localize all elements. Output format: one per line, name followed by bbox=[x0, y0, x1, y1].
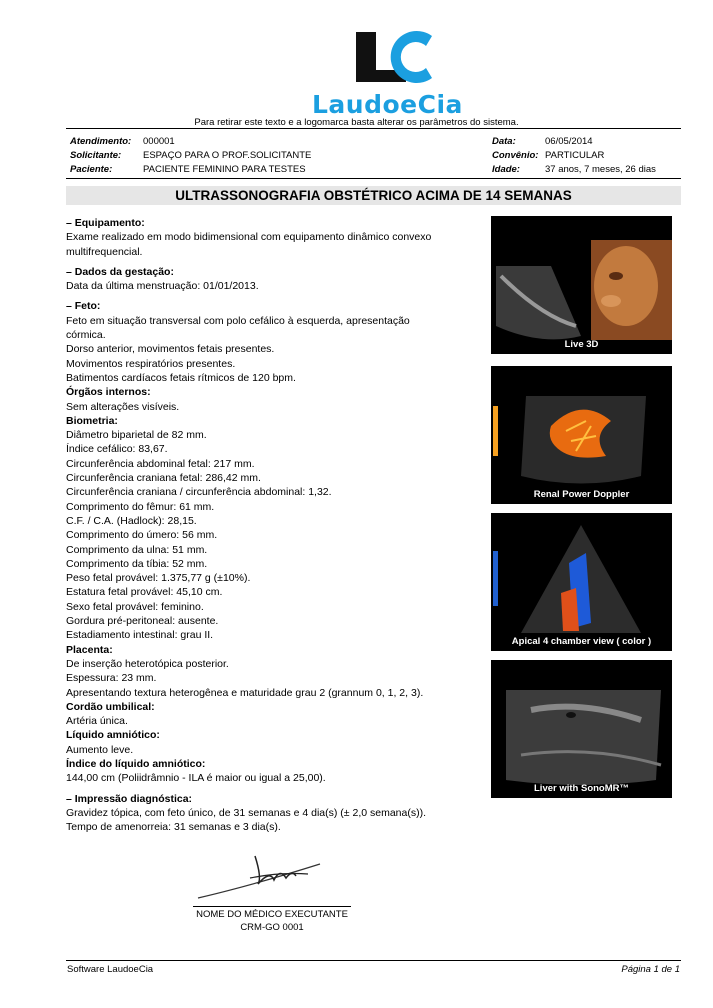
text-line: 144,00 cm (Poliidrâmnio - ILA é maior ou igual a 25,00). bbox=[66, 772, 326, 785]
text-line: Sem alterações visíveis. bbox=[66, 400, 180, 413]
live-3d-scan bbox=[491, 216, 672, 354]
text-line: Artéria única. bbox=[66, 715, 128, 728]
logo-note: Para retirar este texto e a logomarca basta alterar os parâmetros do sistema. bbox=[194, 117, 519, 128]
section-gestacao: – Dados da gestação: bbox=[66, 265, 174, 278]
text-line: Batimentos cardíacos fetais rítmicos de 120 bpm. bbox=[66, 371, 296, 384]
image-caption: Apical 4 chamber view ( color ) bbox=[511, 636, 652, 647]
physician-name: NOME DO MÉDICO EXECUTANTE bbox=[196, 909, 348, 920]
text-line: multifrequencial. bbox=[66, 245, 143, 258]
paciente-label: Paciente: bbox=[70, 164, 113, 175]
liver-sonomr-scan bbox=[491, 660, 672, 798]
section-ila: Índice do líquido amniótico: bbox=[66, 757, 206, 770]
biometria-item: C.F. / C.A. (Hadlock): 28,15. bbox=[66, 514, 197, 527]
solicitante-label: Solicitante: bbox=[70, 150, 122, 161]
report-body bbox=[66, 212, 476, 834]
section-liquido: Líquido amniótico: bbox=[66, 729, 160, 742]
data-value: 06/05/2014 bbox=[545, 136, 593, 147]
renal-doppler-scan bbox=[491, 366, 672, 504]
biometria-item: Estatura fetal provável: 45,10 cm. bbox=[66, 586, 223, 599]
section-biometria: Biometria: bbox=[66, 414, 118, 427]
text-line: Dorso anterior, movimentos fetais presentes. bbox=[66, 343, 275, 356]
ultrasound-image-apical-4-chamber bbox=[491, 513, 672, 651]
biometria-item: Índice cefálico: 83,67. bbox=[66, 443, 168, 456]
image-caption: Renal Power Doppler bbox=[533, 489, 630, 500]
section-cordao: Cordão umbilical: bbox=[66, 700, 155, 713]
solicitante-value: ESPAÇO PARA O PROF.SOLICITANTE bbox=[143, 150, 312, 161]
biometria-item: Comprimento do fêmur: 61 mm. bbox=[66, 500, 215, 513]
biometria-item: Estadiamento intestinal: grau II. bbox=[66, 629, 214, 642]
text-line: córmica. bbox=[66, 329, 106, 342]
section-impressao: – Impressão diagnóstica: bbox=[66, 792, 193, 805]
idade-label: Idade: bbox=[492, 164, 520, 175]
signature-line bbox=[193, 906, 351, 907]
text-line: Gravidez tópica, com feto único, de 31 semanas e 4 dia(s) (± 2,0 semana(s)). bbox=[66, 806, 427, 819]
biometria-item: Diâmetro biparietal de 82 mm. bbox=[66, 429, 207, 442]
header-bottom-rule bbox=[66, 178, 681, 179]
text-line: Apresentando textura heterogênea e maturidade grau 2 (grannum 0, 1, 2, 3). bbox=[66, 686, 424, 699]
convenio-value: PARTICULAR bbox=[545, 150, 605, 161]
paciente-value: PACIENTE FEMININO PARA TESTES bbox=[143, 164, 306, 175]
logo-name: LaudoeCia bbox=[312, 90, 463, 119]
physician-signature bbox=[190, 848, 360, 906]
atendimento-label: Atendimento: bbox=[70, 136, 132, 147]
biometria-item: Comprimento do úmero: 56 mm. bbox=[66, 529, 218, 542]
report-title: ULTRASSONOGRAFIA OBSTÉTRICO ACIMA DE 14 SEMANAS bbox=[66, 186, 681, 205]
biometria-item: Sexo fetal provável: feminino. bbox=[66, 600, 204, 613]
biometria-item: Comprimento da tíbia: 52 mm. bbox=[66, 557, 208, 570]
image-caption: Liver with SonoMR™ bbox=[534, 783, 629, 794]
ultrasound-image-live-3d bbox=[491, 216, 672, 354]
ultrasound-image-renal-doppler bbox=[491, 366, 672, 504]
text-line: Exame realizado em modo bidimensional com equipamento dinâmico convexo bbox=[66, 231, 432, 244]
image-caption: Live 3D bbox=[564, 339, 599, 350]
convenio-label: Convênio: bbox=[492, 150, 539, 161]
text-line: Aumento leve. bbox=[66, 743, 134, 756]
text-line: Feto em situação transversal com polo cefálico à esquerda, apresentação bbox=[66, 314, 410, 327]
biometria-item: Circunferência craniana / circunferência abdominal: 1,32. bbox=[66, 486, 332, 499]
text-line: Tempo de amenorreia: 31 semanas e 3 dia(s). bbox=[66, 821, 281, 834]
text-line: Movimentos respiratórios presentes. bbox=[66, 357, 236, 370]
biometria-item: Peso fetal provável: 1.375,77 g (±10%). bbox=[66, 572, 251, 585]
ultrasound-image-liver-sonomr bbox=[491, 660, 672, 798]
text-line: Espessura: 23 mm. bbox=[66, 672, 157, 685]
biometria-item: Comprimento da ulna: 51 mm. bbox=[66, 543, 208, 556]
section-equipamento: – Equipamento: bbox=[66, 217, 145, 229]
physician-crm: CRM-GO 0001 bbox=[240, 922, 304, 933]
biometria-item: Circunferência craniana fetal: 286,42 mm. bbox=[66, 472, 261, 485]
footer-software: Software LaudoeCia bbox=[67, 964, 154, 975]
section-feto: – Feto: bbox=[66, 300, 101, 313]
biometria-item: Gordura pré-peritoneal: ausente. bbox=[66, 615, 219, 628]
idade-value: 37 anos, 7 meses, 26 dias bbox=[545, 164, 656, 175]
text-line: Data da última menstruação: 01/01/2013. bbox=[66, 280, 259, 293]
footer-rule bbox=[66, 960, 681, 961]
footer-page: Página 1 de 1 bbox=[621, 964, 680, 975]
biometria-item: Circunferência abdominal fetal: 217 mm. bbox=[66, 457, 255, 470]
text-line: De inserção heterotópica posterior. bbox=[66, 657, 229, 670]
atendimento-value: 000001 bbox=[143, 136, 175, 147]
section-placenta: Placenta: bbox=[66, 643, 113, 656]
header-top-rule bbox=[66, 128, 681, 129]
data-label: Data: bbox=[492, 136, 516, 147]
apical-4-chamber-scan bbox=[491, 513, 672, 651]
section-orgaos: Órgãos internos: bbox=[66, 386, 151, 399]
